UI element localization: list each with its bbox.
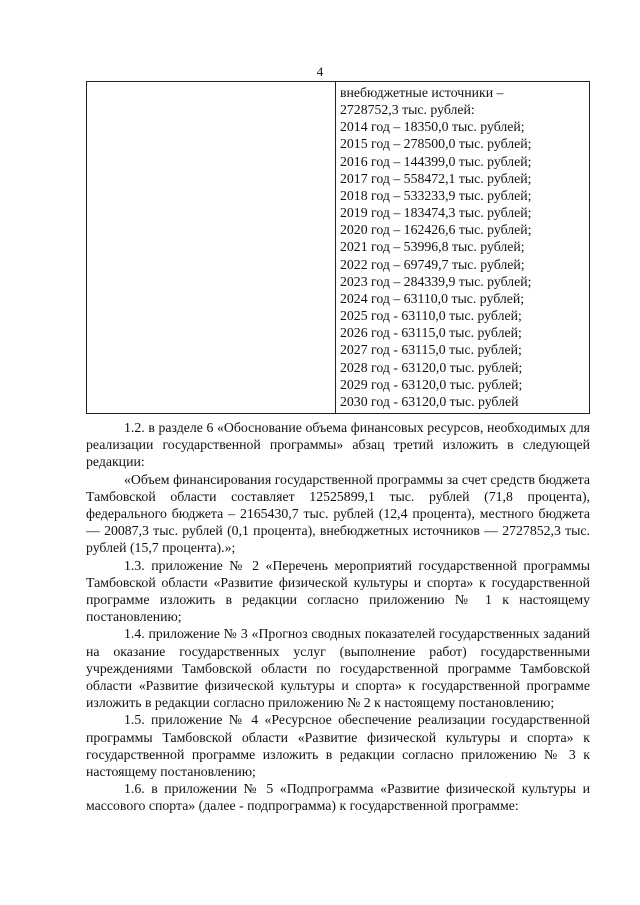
funding-line: 2022 год – 69749,7 тыс. рублей; bbox=[340, 256, 525, 272]
paragraph: 1.4. приложение № 3 «Прогноз сводных показателей государственных заданий на оказание государственных услуг (выполнение работ) государственными учреждениями Тамбовской области по государственной программе Тамбовской области «Развитие физической культуры и спорта» к государственной программе изложить в редакции согласно приложению № 2 к настоящему постановлению; bbox=[86, 626, 590, 711]
paragraph: 1.5. приложение № 4 «Ресурсное обеспечение реализации государственной программы Тамбовской области «Развитие физической культуры и спорта» к государственной программе изложить в редакции согласно приложению № 3 к настоящему постановлению; bbox=[86, 712, 590, 780]
funding-line: 2025 год - 63110,0 тыс. рублей; bbox=[340, 308, 522, 324]
paragraph: «Объем финансирования государственной программы за счет средств бюджета Тамбовской области составляет 12525899,1 тыс. рублей (71,8 процента), федерального бюджета – 2165430,7 тыс. рублей (12,4 процента), местного бюджета — 20087,3 тыс. рублей (0,1 процента), внебюджетных источников — 2727852,3 тыс. рублей (15,7 процента).»; bbox=[86, 471, 590, 556]
page-number: 4 bbox=[316, 64, 324, 79]
funding-line: 2028 год - 63120,0 тыс. рублей; bbox=[340, 359, 523, 375]
funding-line: 2016 год – 144399,0 тыс. рублей; bbox=[340, 153, 532, 169]
funding-line: 2015 год – 278500,0 тыс. рублей; bbox=[340, 136, 532, 152]
paragraph: 1.2. в разделе 6 «Обоснование объема финансовых ресурсов, необходимых для реализации государственной программы» абзац третий изложить в следующей редакции: bbox=[86, 420, 590, 470]
funding-line: 2018 год – 533233,9 тыс. рублей; bbox=[340, 187, 532, 203]
funding-line: внебюджетные источники – bbox=[340, 85, 504, 100]
funding-line: 2728752,3 тыс. рублей: bbox=[340, 102, 475, 118]
funding-line: 2019 год – 183474,3 тыс. рублей; bbox=[340, 205, 532, 221]
paragraph: 1.6. в приложении № 5 «Подпрограмма «Развитие физической культуры и массового спорта» (далее - подпрограмма) к государственной программе: bbox=[86, 781, 590, 814]
funding-sources-cell bbox=[340, 84, 585, 410]
funding-line: 2024 год – 63110,0 тыс. рублей; bbox=[340, 290, 525, 306]
document-body bbox=[86, 419, 590, 815]
funding-line: 2029 год - 63120,0 тыс. рублей; bbox=[340, 376, 523, 392]
funding-line: 2026 год - 63115,0 тыс. рублей; bbox=[340, 325, 522, 341]
funding-table bbox=[86, 81, 590, 414]
funding-line: 2021 год – 53996,8 тыс. рублей; bbox=[340, 239, 525, 255]
paragraph: 1.3. приложение № 2 «Перечень мероприятий государственной программы Тамбовской области «Развитие физической культуры и спорта» к государственной программе изложить в редакции согласно приложению № 1 к настоящему постановлению; bbox=[86, 557, 590, 625]
funding-line: 2017 год – 558472,1 тыс. рублей; bbox=[340, 170, 532, 186]
funding-line: 2030 год - 63120,0 тыс. рублей bbox=[340, 393, 519, 409]
funding-line: 2027 год - 63115,0 тыс. рублей; bbox=[340, 342, 522, 358]
funding-line: 2014 год – 18350,0 тыс. рублей; bbox=[340, 119, 525, 135]
funding-line: 2023 год – 284339,9 тыс. рублей; bbox=[340, 273, 532, 289]
table-column-divider bbox=[335, 82, 336, 413]
funding-line: 2020 год – 162426,6 тыс. рублей; bbox=[340, 222, 532, 238]
